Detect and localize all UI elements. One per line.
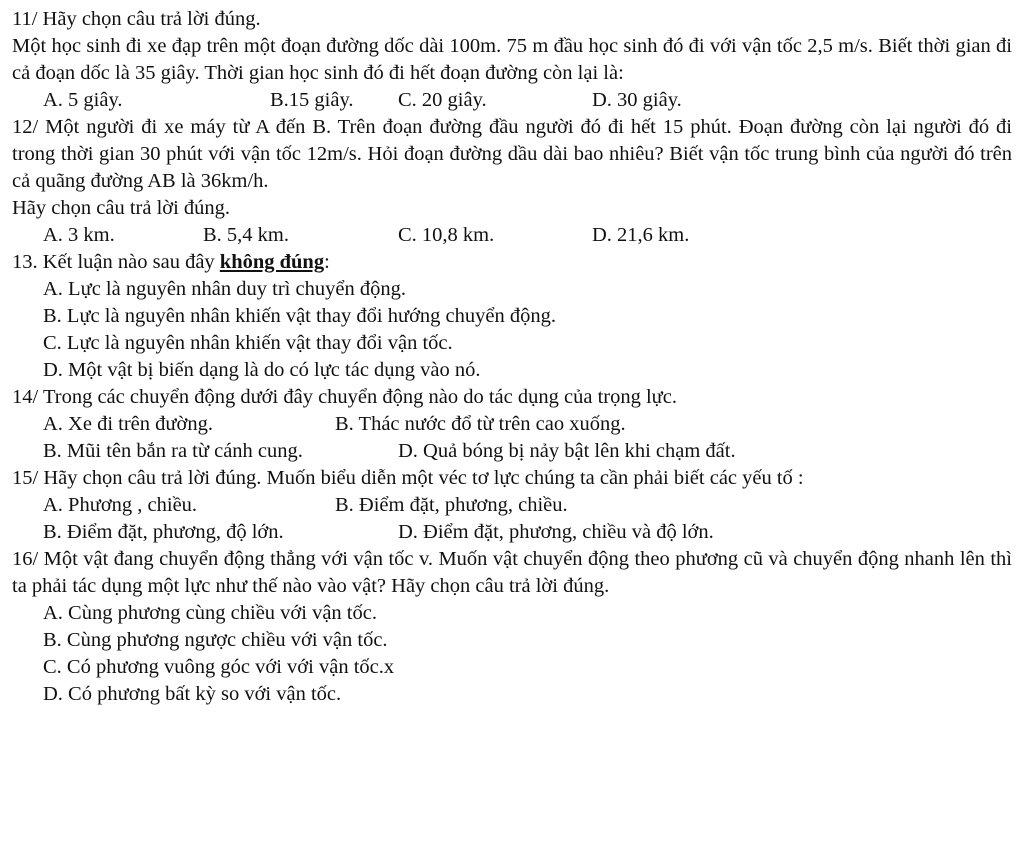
q12-options [12, 222, 1012, 249]
q15-option-c: B. Điểm đặt, phương, độ lớn. [43, 521, 284, 543]
q12-option-d: D. 21,6 km. [592, 224, 690, 246]
q11-option-b: B.15 giây. [270, 89, 354, 111]
q16-option-c: C. Có phương vuông góc với với vận tốc.x [43, 656, 395, 678]
q11-option-c: C. 20 giây. [398, 89, 487, 111]
q13-stem-suffix: : [324, 251, 330, 273]
q11-stem: Một học sinh đi xe đạp trên một đoạn đường dốc dài 100m. 75 m đầu học sinh đó đi với vận tốc 2,5 m/s. Biết thời gian đi cả đoạn dốc là 35 giây. Thời gian học sinh đó đi hết đoạn đường còn lại là: [12, 35, 1012, 84]
q11-heading: 11/ Hãy chọn câu trả lời đúng. [12, 8, 261, 30]
q15-option-d: D. Điểm đặt, phương, chiều và độ lớn. [398, 521, 714, 543]
q13-stem [12, 249, 1012, 276]
q13-option-a: A. Lực là nguyên nhân duy trì chuyển động. [43, 278, 406, 300]
q16-stem: 16/ Một vật đang chuyển động thẳng với vận tốc v. Muốn vật chuyển động theo phương cũ và chuyển động nhanh lên thì ta phải tác dụng một lực như thế nào vào vật? Hãy chọn câu trả lời đúng. [12, 548, 1012, 597]
q12-option-a: A. 3 km. [43, 224, 115, 246]
q14-option-a: A. Xe đi trên đường. [43, 413, 213, 435]
q15-option-b: B. Điểm đặt, phương, chiều. [335, 494, 568, 516]
q15-option-a: A. Phương , chiều. [43, 494, 198, 516]
q13-option-c: C. Lực là nguyên nhân khiến vật thay đổi vận tốc. [43, 332, 453, 354]
q16-option-b: B. Cùng phương ngược chiều với vận tốc. [43, 629, 388, 651]
q11-option-d: D. 30 giây. [592, 89, 682, 111]
worksheet-page [12, 6, 1012, 708]
q14-stem: 14/ Trong các chuyển động dưới đây chuyển động nào do tác dụng của trọng lực. [12, 386, 678, 408]
q12-stem: 12/ Một người đi xe máy từ A đến B. Trên đoạn đường đầu người đó đi hết 15 phút. Đoạn đường còn lại người đó đi trong thời gian 30 phút với vận tốc 12m/s. Hỏi đoạn đường dầu dài bao nhiêu? Biết vận tốc trung bình của người đó trên cả quãng đường AB là 36km/h. [12, 116, 1012, 192]
q12-option-b: B. 5,4 km. [203, 224, 289, 246]
q14-option-d: D. Quả bóng bị nảy bật lên khi chạm đất. [398, 440, 736, 462]
q15-options-row1 [12, 492, 1012, 519]
q12-instruction: Hãy chọn câu trả lời đúng. [12, 197, 231, 219]
q14-options-row2 [12, 438, 1012, 465]
q14-option-b: B. Thác nước đổ từ trên cao xuống. [335, 413, 626, 435]
q16-option-a: A. Cùng phương cùng chiều với vận tốc. [43, 602, 377, 624]
q15-stem: 15/ Hãy chọn câu trả lời đúng. Muốn biểu diễn một véc tơ lực chúng ta cần phải biết các yếu tố : [12, 467, 804, 489]
q13-option-d: D. Một vật bị biến dạng là do có lực tác dụng vào nó. [43, 359, 481, 381]
q16-option-d: D. Có phương bất kỳ so với vận tốc. [43, 683, 342, 705]
q11-options [12, 87, 1012, 114]
q12-option-c: C. 10,8 km. [398, 224, 495, 246]
q13-option-b: B. Lực là nguyên nhân khiến vật thay đổi hướng chuyển động. [43, 305, 557, 327]
q15-options-row2 [12, 519, 1012, 546]
q13-stem-prefix: 13. Kết luận nào sau đây [12, 251, 220, 273]
q14-option-c: B. Mũi tên bắn ra từ cánh cung. [43, 440, 303, 462]
q11-option-a: A. 5 giây. [43, 89, 123, 111]
q14-options-row1 [12, 411, 1012, 438]
q13-stem-emphasis: không đúng [219, 251, 325, 273]
